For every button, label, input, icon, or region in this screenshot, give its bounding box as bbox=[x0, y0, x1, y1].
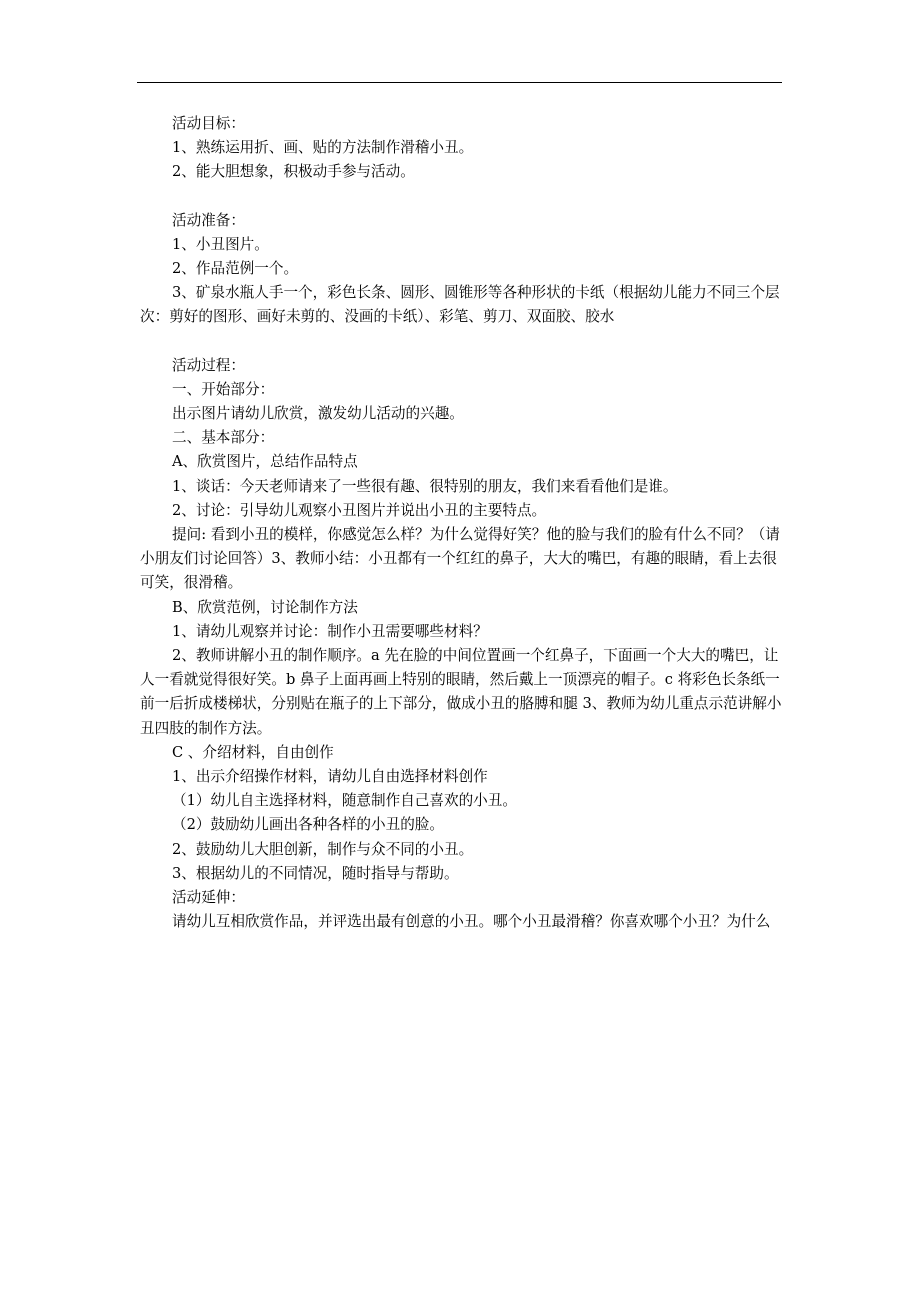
paragraph: 活动延伸： bbox=[172, 889, 245, 907]
paragraph: 2、鼓励幼儿大胆创新，制作与众不同的小丑。 bbox=[172, 840, 474, 858]
paragraph: 二、基本部分： bbox=[172, 429, 275, 447]
paragraph: （2）鼓励幼儿画出各种各样的小丑的脸。 bbox=[172, 816, 444, 834]
paragraph: （1）幼儿自主选择材料，随意制作自己喜欢的小丑。 bbox=[172, 792, 517, 810]
paragraph: 3、矿泉水瓶人手一个，彩色长条、圆形、圆锥形等各种形状的卡纸（根据幼儿能力不同三个层次：剪好的图形、画好未剪的、没画的卡纸）、彩笔、剪刀、双面胶、胶水 bbox=[140, 284, 780, 326]
paragraph: 2、教师讲解小丑的制作顺序。a 先在脸的中间位置画一个红鼻子，下面画一个大大的嘴巴，让人一看就觉得很好笑。b 鼻子上面再画上特别的眼睛，然后戴上一顶漂亮的帽子。c 将彩色长条纸一前一后折成楼梯状，分别贴在瓶子的上下部分，做成小丑的胳膊和腿 3、教师为幼儿重点示范讲解小丑四肢的制作方法。 bbox=[140, 647, 782, 737]
paragraph: 2、作品范例一个。 bbox=[172, 260, 299, 278]
paragraph: A、欣赏图片，总结作品特点 bbox=[172, 453, 358, 471]
section-heading-goals: 活动目标： bbox=[172, 115, 245, 132]
paragraph: C 、介绍材料，自由创作 bbox=[172, 743, 334, 761]
section-heading-preparation: 活动准备： bbox=[172, 211, 245, 229]
section-gap bbox=[140, 330, 785, 354]
section-gap bbox=[140, 185, 785, 209]
paragraph: 提问: 看到小丑的模样，你感觉怎么样？为什么觉得好笑？他的脸与我们的脸有什么不同？（请小朋友们讨论回答）3、教师小结：小丑都有一个红红的鼻子，大大的嘴巴，有趣的眼睛，看上去很可笑，很滑稽。 bbox=[140, 526, 780, 592]
paragraph: 请幼儿互相欣赏作品，并评选出最有创意的小丑。哪个小丑最滑稽？你喜欢哪个小丑？为什么 bbox=[172, 913, 771, 931]
paragraph: 出示图片请幼儿欣赏，激发幼儿活动的兴趣。 bbox=[172, 405, 464, 423]
paragraph: 1、出示介绍操作材料，请幼儿自由选择材料创作 bbox=[172, 768, 488, 786]
paragraph: 一、开始部分： bbox=[172, 380, 275, 398]
paragraph: 1、请幼儿观察并讨论：制作小丑需要哪些材料？ bbox=[172, 622, 488, 640]
paragraph: 2、能大胆想象，积极动手参与活动。 bbox=[172, 163, 415, 181]
paragraph: 3、根据幼儿的不同情况，随时指导与帮助。 bbox=[172, 864, 459, 882]
paragraph: 2、讨论：引导幼儿观察小丑图片并说出小丑的主要特点。 bbox=[172, 501, 547, 519]
paragraph: 1、谈话：今天老师请来了一些很有趣、很特别的朋友，我们来看看他们是谁。 bbox=[172, 477, 678, 495]
document-body bbox=[140, 112, 785, 935]
paragraph: B、欣赏范例，讨论制作方法 bbox=[172, 598, 358, 616]
paragraph: 1、小丑图片。 bbox=[172, 235, 269, 253]
header-rule bbox=[137, 82, 782, 83]
section-heading-process: 活动过程： bbox=[172, 356, 245, 374]
paragraph: 1、熟练运用折、画、贴的方法制作滑稽小丑。 bbox=[172, 139, 474, 157]
